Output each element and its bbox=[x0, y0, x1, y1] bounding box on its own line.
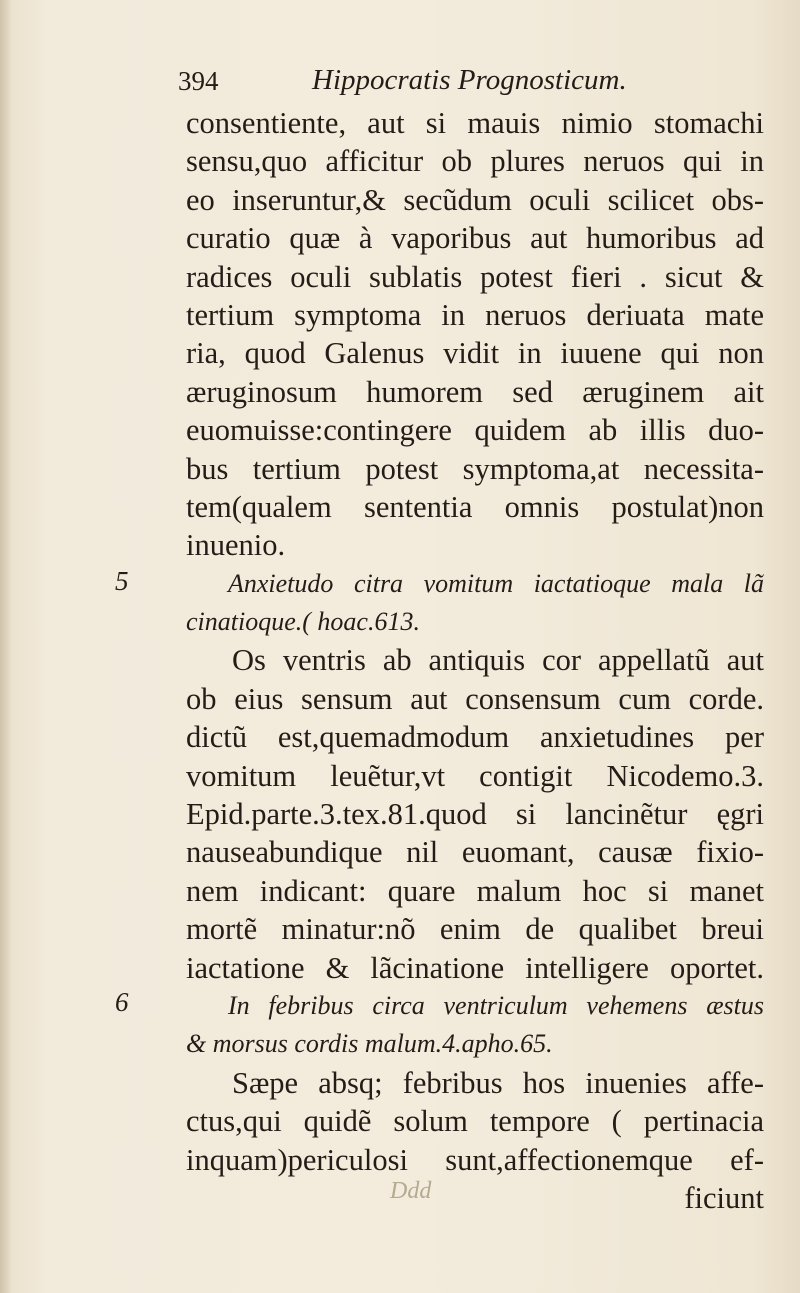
text-line: Os ventris ab antiquis cor appellatũ aut bbox=[232, 643, 764, 678]
text-line: eo inseruntur,& secũdum oculi scilicet obs- bbox=[186, 182, 764, 217]
text-line: dictũ est,quemadmodum anxietudines per bbox=[186, 720, 764, 755]
text-line: inquam)periculosi sunt,affectionemque ef- bbox=[186, 1142, 764, 1177]
text-line: æruginosum humorem sed æruginem ait bbox=[186, 374, 764, 409]
text-line: Sæpe absq; febribus hos inuenies affe- bbox=[232, 1065, 764, 1100]
text-line: Epid.parte.3.tex.81.quod si lancinẽtur ęgri bbox=[186, 797, 764, 832]
margin-number-5: 5 bbox=[115, 566, 129, 596]
text-line: tem(qualem sententia omnis postulat)non bbox=[186, 489, 764, 524]
text-line: mortẽ minatur:nõ enim de qualibet breui bbox=[186, 912, 764, 947]
signature-mark: Ddd bbox=[390, 1178, 432, 1204]
page-number: 394 bbox=[178, 66, 219, 96]
text-line: vomitum leuẽtur,vt contigit Nicodemo.3. bbox=[186, 758, 764, 793]
text-line: euomuisse:contingere quidem ab illis duo- bbox=[186, 413, 764, 448]
catchword-line: ficiunt bbox=[684, 1180, 764, 1215]
text-line: ria, quod Galenus vidit in iuuene qui non bbox=[186, 336, 764, 371]
text-line: radices oculi sublatis potest fieri . sicut & bbox=[186, 259, 764, 294]
text-line: curatio quæ à vaporibus aut humoribus ad bbox=[186, 221, 764, 256]
text-line: nauseabundique nil euomant, causæ fixio- bbox=[186, 835, 764, 870]
text-line: ctus,qui quidẽ solum tempore ( pertinacia bbox=[186, 1104, 764, 1139]
margin-number-6: 6 bbox=[115, 987, 129, 1017]
section-heading-line: cinatioque.( hoac.613. bbox=[186, 607, 420, 637]
text-line: ob eius sensum aut consensum cum corde. bbox=[186, 681, 764, 716]
text-line: nem indicant: quare malum hoc si manet bbox=[186, 873, 764, 908]
text-line: sensu,quo afficitur ob plures neruos qui in bbox=[186, 144, 764, 179]
text-line: bus tertium potest symptoma,at necessita- bbox=[186, 451, 764, 486]
text-line: consentiente, aut si mauis nimio stomachi bbox=[186, 106, 764, 140]
body-text bbox=[186, 104, 764, 1217]
section-heading-line: In febribus circa ventriculum vehemens æstus bbox=[228, 990, 764, 1020]
section-heading-line: Anxietudo citra vomitum iactatioque mala lã bbox=[228, 568, 764, 598]
text-line: inuenio. bbox=[186, 528, 286, 563]
text-line: iactatione & lãcinatione intelligere oportet. bbox=[186, 950, 764, 985]
page-gutter-shadow bbox=[0, 0, 12, 1293]
section-heading-line: & morsus cordis malum.4.apho.65. bbox=[186, 1029, 553, 1059]
page-header bbox=[178, 64, 758, 104]
running-title: Hippocratis Prognosticum. bbox=[312, 64, 627, 96]
text-line: tertium symptoma in neruos deriuata mate bbox=[186, 297, 764, 332]
